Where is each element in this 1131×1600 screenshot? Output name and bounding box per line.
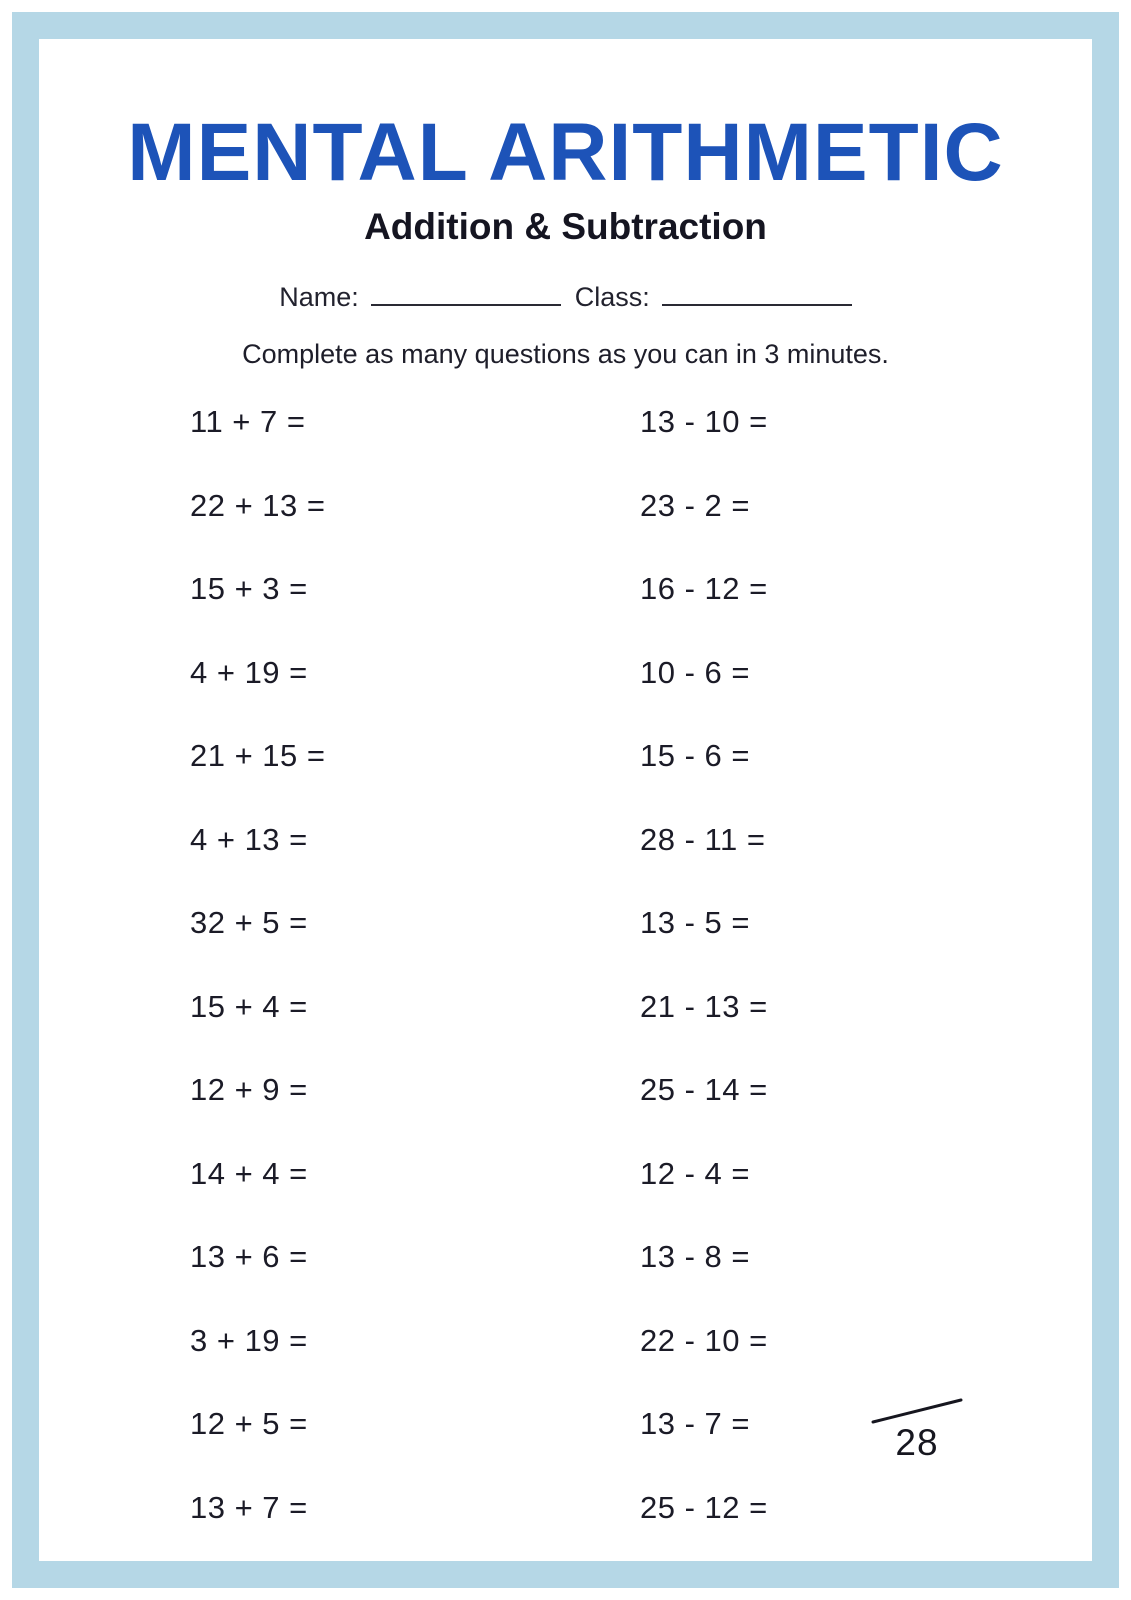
subtraction-problem: 23 - 2 = — [640, 487, 750, 523]
subtraction-problem: 13 - 7 = — [640, 1406, 750, 1441]
addition-column — [190, 406, 640, 1575]
addition-problem: 15 + 3 = — [190, 571, 308, 606]
subtraction-problem: 15 - 6 = — [640, 738, 750, 773]
addition-problem: 21 + 15 = — [190, 738, 326, 773]
addition-problem: 32 + 5 = — [190, 905, 308, 940]
subtraction-problem: 12 - 4 = — [640, 1155, 750, 1191]
subtraction-problem: 10 - 6 = — [640, 654, 750, 690]
page-title: MENTAL ARITHMETIC — [127, 107, 1004, 198]
instructions-text: Complete as many questions as you can in 3 minutes. — [242, 339, 889, 369]
name-label: Name: — [279, 282, 359, 312]
addition-problem: 15 + 4 = — [190, 988, 308, 1024]
addition-problem: 12 + 5 = — [190, 1406, 308, 1441]
subtraction-problem: 22 - 10 = — [640, 1322, 768, 1358]
addition-problem: 12 + 9 = — [190, 1072, 308, 1107]
addition-problem: 14 + 4 = — [190, 1155, 308, 1191]
subtraction-column — [640, 406, 768, 1575]
subtraction-problem: 21 - 13 = — [640, 988, 768, 1024]
addition-problem: 4 + 19 = — [190, 654, 308, 690]
worksheet-page — [78, 78, 1053, 1525]
page-number: 28 — [895, 1422, 939, 1463]
addition-problem: 13 + 7 = — [190, 1489, 308, 1525]
subtraction-problem: 13 - 8 = — [640, 1239, 750, 1274]
addition-problem: 13 + 6 = — [190, 1239, 308, 1274]
class-blank-line — [662, 282, 852, 306]
class-label: Class: — [574, 282, 650, 312]
subtraction-problem: 16 - 12 = — [640, 571, 768, 606]
addition-problem: 3 + 19 = — [190, 1322, 308, 1358]
name-blank-line — [371, 282, 561, 306]
page-subtitle: Addition & Subtraction — [364, 206, 767, 247]
subtraction-problem: 25 - 12 = — [640, 1489, 768, 1525]
subtraction-problem: 13 - 5 = — [640, 905, 750, 940]
page-number-area — [869, 1396, 965, 1464]
addition-problem: 22 + 13 = — [190, 487, 326, 523]
page-frame-border — [12, 12, 1119, 1588]
subtraction-problem: 13 - 10 = — [640, 404, 768, 439]
addition-problem: 11 + 7 = — [190, 404, 306, 439]
addition-problem: 4 + 13 = — [190, 821, 308, 857]
subtraction-problem: 25 - 14 = — [640, 1072, 768, 1107]
name-class-row — [78, 282, 1053, 313]
subtraction-problem: 28 - 11 = — [640, 821, 766, 857]
